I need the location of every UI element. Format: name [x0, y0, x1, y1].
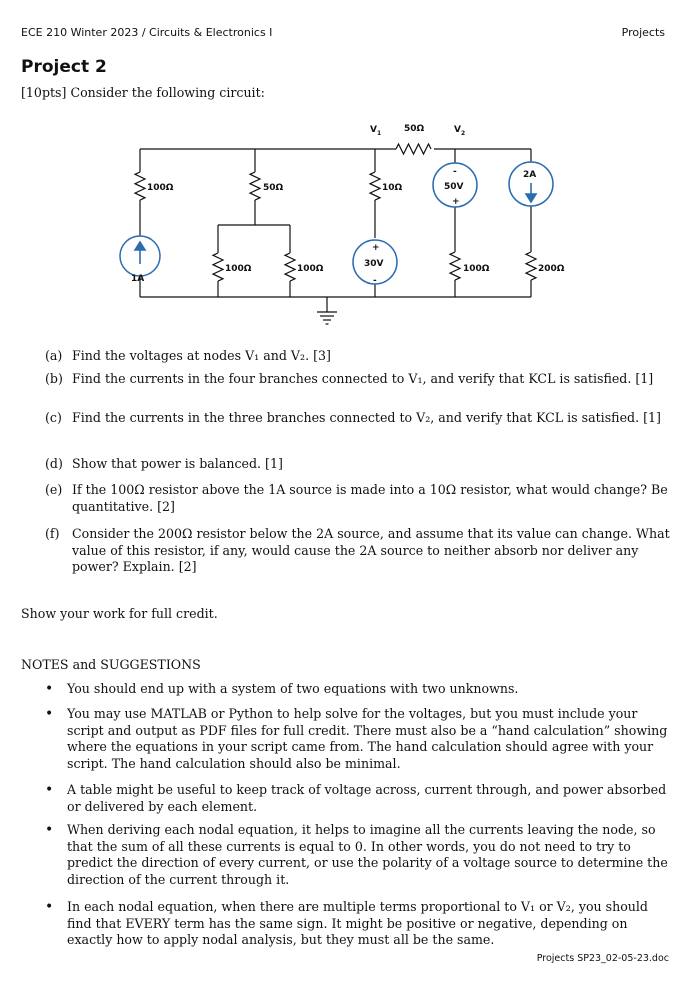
label-2a: 2A	[523, 170, 537, 180]
minus-50v: -	[453, 167, 457, 177]
plus-30v: +	[372, 243, 380, 253]
notes-heading: NOTES and SUGGESTIONS	[21, 657, 201, 672]
question-e	[45, 482, 675, 515]
resistor-200-right	[526, 252, 536, 280]
label-node-v1: $V_1$	[370, 125, 382, 137]
bullet-item	[45, 822, 675, 888]
label-r-pair-a: 100Ω	[225, 264, 252, 274]
resistor-100-a	[213, 253, 223, 281]
circuit-diagram	[0, 108, 697, 336]
bullet-icon: •	[45, 899, 54, 915]
label-r-top: 50Ω	[404, 124, 425, 134]
question-text: If the 100Ω resistor above the 1A source is made into a 10Ω resistor, what would change? Be quantitative. [2]	[72, 482, 668, 514]
label-node-v2: $V_2$	[454, 125, 466, 137]
plus-50v: +	[452, 197, 460, 207]
bullet-item	[45, 782, 675, 815]
question-c	[45, 410, 675, 427]
page-title: Project 2	[21, 57, 107, 77]
bullet-item	[45, 706, 675, 772]
question-text: Consider the 200Ω resistor below the 2A source, and assume that its value can change. What value of this resistor, if any, would cause the 2A source to neither absorb nor deliver any power? Explain. [2]	[72, 526, 670, 574]
bullet-text: You may use MATLAB or Python to help solve for the voltages, but you must include your script and output as PDF files for full credit. There must also be a “hand calculation” showing where the equations in your script came from. The hand calculation should agree with your script. The hand calculation should also be minimal.	[67, 706, 668, 771]
label-50v: 50V	[444, 182, 464, 192]
question-a	[45, 348, 675, 365]
label-r-mid-top: 50Ω	[263, 183, 284, 193]
question-d	[45, 456, 675, 473]
question-b	[45, 371, 675, 388]
bullet-text: You should end up with a system of two equations with two unknowns.	[67, 681, 519, 696]
course-header: ECE 210 Winter 2023 / Circuits & Electronics I	[21, 26, 273, 39]
label-1a: 1A	[131, 274, 145, 284]
question-text: Find the voltages at nodes V₁ and V₂. [3]	[72, 348, 331, 363]
question-f	[45, 526, 675, 576]
question-label: (e)	[45, 482, 63, 497]
label-r-left-top: 100Ω	[147, 183, 174, 193]
label-r-right: 200Ω	[538, 264, 565, 274]
bullet-text: When deriving each nodal equation, it helps to imagine all the currents leaving the node, so that the sum of all these currents is equal to 0. In other words, you do not need to try to predict the direction of every current, or use the polarity of a voltage source to determine the direction of the current through it.	[67, 822, 668, 887]
resistor-100-left	[135, 172, 145, 200]
label-r-pair-b: 100Ω	[297, 264, 324, 274]
bullet-item	[45, 899, 675, 949]
question-text: Find the currents in the four branches connected to V₁, and verify that KCL is satisfied. [1]	[72, 371, 654, 386]
label-r-v2: 100Ω	[463, 264, 490, 274]
question-text: Find the currents in the three branches connected to V₂, and verify that KCL is satisfied. [1]	[72, 410, 661, 425]
question-label: (b)	[45, 371, 63, 386]
bullet-icon: •	[45, 706, 54, 722]
show-work-note: Show your work for full credit.	[21, 606, 218, 621]
bullet-text: In each nodal equation, when there are multiple terms proportional to V₁ or V₂, you should find that EVERY term has the same sign. It might be positive or negative, depending on exactly how to apply nodal analysis, but they must all be the same.	[67, 899, 648, 947]
resistor-100-b	[285, 253, 295, 281]
section-header: Projects	[621, 26, 665, 39]
question-label: (d)	[45, 456, 63, 471]
bullet-text: A table might be useful to keep track of voltage across, current through, and power absorbed or delivered by each element.	[67, 782, 667, 814]
label-30v: 30V	[364, 259, 384, 269]
intro-text: [10pts] Consider the following circuit:	[21, 85, 265, 100]
resistor-50-mid	[250, 172, 260, 200]
label-r-v1: 10Ω	[382, 183, 403, 193]
resistor-50-top	[396, 144, 431, 154]
question-text: Show that power is balanced. [1]	[72, 456, 283, 471]
bullet-icon: •	[45, 822, 54, 838]
bullet-item	[45, 681, 675, 698]
minus-30v: -	[373, 276, 377, 286]
question-label: (f)	[45, 526, 60, 541]
bullet-icon: •	[45, 681, 54, 697]
bullet-icon: •	[45, 782, 54, 798]
question-label: (a)	[45, 348, 63, 363]
question-label: (c)	[45, 410, 62, 425]
resistor-100-v2	[450, 252, 460, 280]
document-footer: Projects SP23_02-05-23.doc	[536, 953, 669, 964]
resistor-10-v1	[370, 172, 380, 200]
